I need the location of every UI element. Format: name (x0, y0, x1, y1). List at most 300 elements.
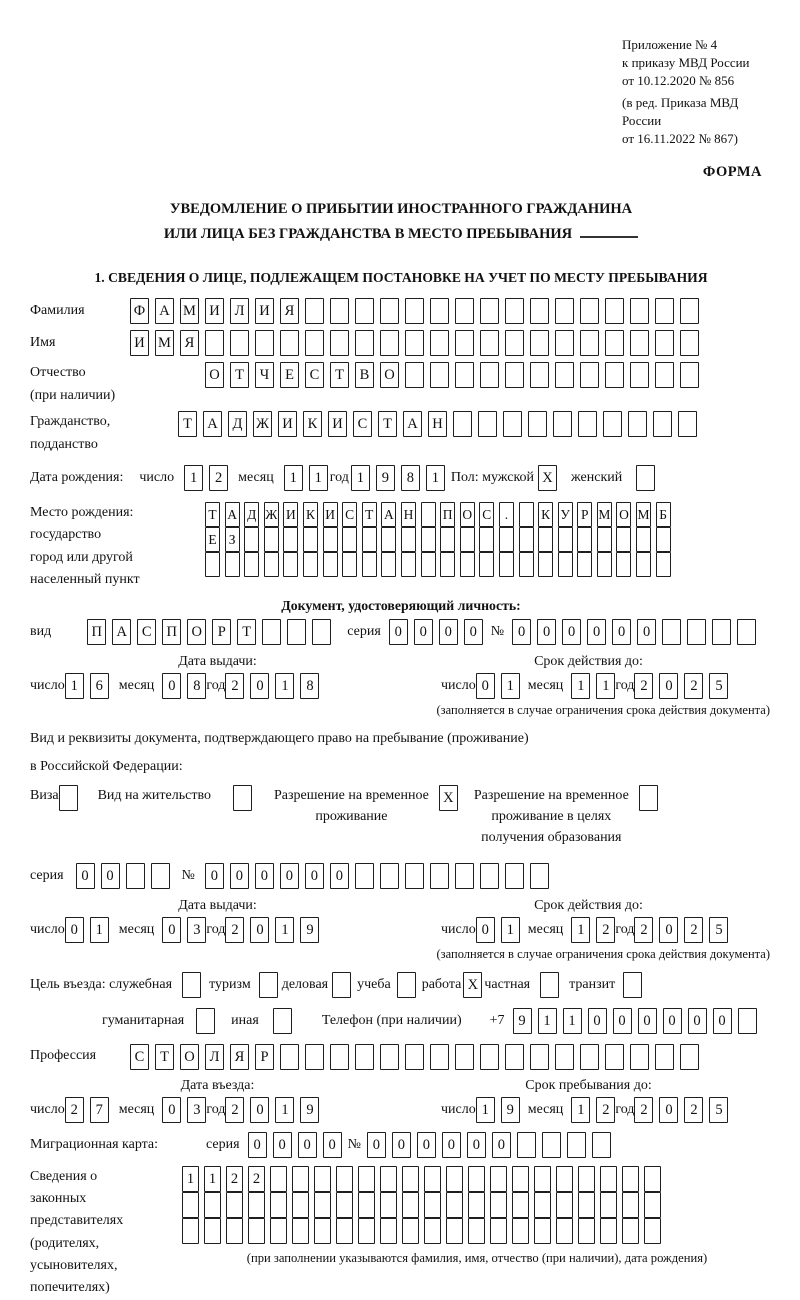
char-box[interactable]: 0 (205, 863, 224, 889)
purpose-work-checkbox[interactable]: X (463, 972, 482, 998)
char-box[interactable] (381, 552, 396, 577)
char-box[interactable] (578, 411, 597, 437)
char-box[interactable]: 0 (588, 1008, 607, 1034)
char-box[interactable]: Я (230, 1044, 249, 1070)
char-box[interactable]: 0 (467, 1132, 486, 1158)
char-box[interactable] (538, 552, 553, 577)
char-box[interactable]: 0 (162, 673, 181, 699)
char-box[interactable] (446, 1192, 463, 1218)
char-box[interactable] (530, 863, 549, 889)
char-box[interactable] (255, 330, 274, 356)
char-box[interactable] (712, 619, 731, 645)
char-box[interactable] (622, 1166, 639, 1192)
char-box[interactable] (653, 411, 672, 437)
char-box[interactable] (630, 1044, 649, 1070)
char-box[interactable]: 1 (501, 673, 520, 699)
char-box[interactable] (283, 527, 298, 552)
purpose-business-checkbox[interactable] (332, 972, 351, 998)
char-box[interactable]: Н (401, 502, 416, 527)
char-box[interactable] (519, 552, 534, 577)
char-box[interactable]: 0 (713, 1008, 732, 1034)
char-box[interactable] (405, 330, 424, 356)
purpose-study-checkbox[interactable] (397, 972, 416, 998)
char-box[interactable] (578, 1192, 595, 1218)
char-box[interactable] (244, 552, 259, 577)
char-box[interactable] (330, 330, 349, 356)
char-box[interactable] (424, 1166, 441, 1192)
char-box[interactable] (656, 527, 671, 552)
char-box[interactable]: У (558, 502, 573, 527)
char-box[interactable] (453, 411, 472, 437)
char-box[interactable] (292, 1218, 309, 1244)
purpose-transit-checkbox[interactable] (623, 972, 642, 998)
purpose-other-checkbox[interactable] (273, 1008, 292, 1034)
char-box[interactable] (567, 1132, 586, 1158)
char-box[interactable] (468, 1218, 485, 1244)
char-box[interactable] (323, 527, 338, 552)
char-box[interactable] (264, 527, 279, 552)
char-box[interactable]: А (225, 502, 240, 527)
char-box[interactable] (405, 298, 424, 324)
purpose-humanitarian-checkbox[interactable] (196, 1008, 215, 1034)
char-box[interactable] (151, 863, 170, 889)
char-box[interactable]: И (323, 502, 338, 527)
temp-residence-edu-checkbox[interactable] (639, 785, 658, 811)
char-box[interactable]: 0 (612, 619, 631, 645)
char-box[interactable]: 0 (76, 863, 95, 889)
char-box[interactable] (225, 552, 240, 577)
char-box[interactable]: 0 (414, 619, 433, 645)
char-box[interactable] (330, 298, 349, 324)
char-box[interactable]: 9 (513, 1008, 532, 1034)
char-box[interactable] (405, 1044, 424, 1070)
char-box[interactable]: И (130, 330, 149, 356)
char-box[interactable] (556, 1166, 573, 1192)
char-box[interactable]: 0 (562, 619, 581, 645)
char-box[interactable] (430, 1044, 449, 1070)
char-box[interactable] (204, 1192, 221, 1218)
char-box[interactable]: 1 (275, 1097, 294, 1123)
char-box[interactable]: А (155, 298, 174, 324)
char-box[interactable] (430, 330, 449, 356)
char-box[interactable]: 0 (250, 1097, 269, 1123)
char-box[interactable]: 0 (492, 1132, 511, 1158)
char-box[interactable] (530, 298, 549, 324)
char-box[interactable] (505, 1044, 524, 1070)
char-box[interactable]: О (380, 362, 399, 388)
char-box[interactable]: 0 (659, 917, 678, 943)
char-box[interactable] (270, 1218, 287, 1244)
char-box[interactable] (534, 1192, 551, 1218)
char-box[interactable] (555, 1044, 574, 1070)
char-box[interactable] (737, 619, 756, 645)
char-box[interactable] (380, 1044, 399, 1070)
char-box[interactable] (380, 863, 399, 889)
char-box[interactable] (262, 619, 281, 645)
char-box[interactable]: А (403, 411, 422, 437)
char-box[interactable] (636, 527, 651, 552)
char-box[interactable] (342, 527, 357, 552)
char-box[interactable]: 1 (563, 1008, 582, 1034)
char-box[interactable] (460, 552, 475, 577)
char-box[interactable]: Я (180, 330, 199, 356)
char-box[interactable]: 2 (209, 465, 228, 491)
char-box[interactable] (519, 502, 534, 527)
char-box[interactable]: Д (228, 411, 247, 437)
char-box[interactable] (480, 1044, 499, 1070)
char-box[interactable] (314, 1218, 331, 1244)
char-box[interactable] (355, 298, 374, 324)
char-box[interactable]: 1 (184, 465, 203, 491)
char-box[interactable] (402, 1166, 419, 1192)
char-box[interactable] (402, 1218, 419, 1244)
char-box[interactable]: И (328, 411, 347, 437)
char-box[interactable] (421, 552, 436, 577)
char-box[interactable] (314, 1166, 331, 1192)
char-box[interactable]: 1 (571, 917, 590, 943)
char-box[interactable] (358, 1218, 375, 1244)
female-checkbox[interactable] (636, 465, 655, 491)
char-box[interactable] (358, 1192, 375, 1218)
char-box[interactable] (182, 1218, 199, 1244)
char-box[interactable] (553, 411, 572, 437)
char-box[interactable] (600, 1166, 617, 1192)
char-box[interactable] (592, 1132, 611, 1158)
char-box[interactable]: З (225, 527, 240, 552)
char-box[interactable] (270, 1192, 287, 1218)
char-box[interactable]: 0 (587, 619, 606, 645)
char-box[interactable] (479, 527, 494, 552)
char-box[interactable] (603, 411, 622, 437)
char-box[interactable] (655, 1044, 674, 1070)
char-box[interactable] (455, 330, 474, 356)
char-box[interactable]: А (381, 502, 396, 527)
char-box[interactable]: 5 (709, 673, 728, 699)
char-box[interactable]: 2 (634, 917, 653, 943)
char-box[interactable] (126, 863, 145, 889)
char-box[interactable] (499, 552, 514, 577)
residence-permit-checkbox[interactable] (233, 785, 252, 811)
char-box[interactable] (430, 298, 449, 324)
char-box[interactable] (530, 362, 549, 388)
char-box[interactable] (600, 1192, 617, 1218)
char-box[interactable] (644, 1218, 661, 1244)
char-box[interactable]: 0 (250, 673, 269, 699)
char-box[interactable] (597, 527, 612, 552)
char-box[interactable] (678, 411, 697, 437)
char-box[interactable] (512, 1166, 529, 1192)
char-box[interactable] (680, 362, 699, 388)
char-box[interactable]: Т (237, 619, 256, 645)
char-box[interactable] (182, 1192, 199, 1218)
char-box[interactable]: К (303, 411, 322, 437)
char-box[interactable]: 0 (389, 619, 408, 645)
char-box[interactable] (622, 1192, 639, 1218)
char-box[interactable] (662, 619, 681, 645)
char-box[interactable]: 1 (204, 1166, 221, 1192)
char-box[interactable]: 2 (684, 917, 703, 943)
char-box[interactable]: О (616, 502, 631, 527)
char-box[interactable]: Ж (264, 502, 279, 527)
char-box[interactable]: С (353, 411, 372, 437)
char-box[interactable] (530, 330, 549, 356)
char-box[interactable] (644, 1166, 661, 1192)
char-box[interactable] (480, 330, 499, 356)
char-box[interactable] (380, 1192, 397, 1218)
char-box[interactable]: Т (330, 362, 349, 388)
char-box[interactable] (380, 330, 399, 356)
char-box[interactable]: 0 (367, 1132, 386, 1158)
char-box[interactable] (342, 552, 357, 577)
char-box[interactable] (655, 330, 674, 356)
char-box[interactable] (455, 362, 474, 388)
char-box[interactable] (440, 527, 455, 552)
char-box[interactable] (280, 1044, 299, 1070)
char-box[interactable] (622, 1218, 639, 1244)
char-box[interactable] (405, 362, 424, 388)
char-box[interactable] (312, 619, 331, 645)
char-box[interactable] (244, 527, 259, 552)
char-box[interactable]: 9 (501, 1097, 520, 1123)
char-box[interactable] (519, 527, 534, 552)
char-box[interactable] (330, 1044, 349, 1070)
char-box[interactable]: 0 (298, 1132, 317, 1158)
char-box[interactable]: 0 (442, 1132, 461, 1158)
char-box[interactable] (605, 298, 624, 324)
char-box[interactable]: 1 (65, 673, 84, 699)
char-box[interactable] (655, 298, 674, 324)
char-box[interactable] (577, 552, 592, 577)
char-box[interactable]: С (305, 362, 324, 388)
char-box[interactable]: Б (656, 502, 671, 527)
char-box[interactable] (358, 1166, 375, 1192)
char-box[interactable] (355, 863, 374, 889)
char-box[interactable] (455, 863, 474, 889)
char-box[interactable]: И (255, 298, 274, 324)
char-box[interactable]: А (203, 411, 222, 437)
char-box[interactable] (480, 298, 499, 324)
char-box[interactable] (542, 1132, 561, 1158)
char-box[interactable] (577, 527, 592, 552)
char-box[interactable] (460, 527, 475, 552)
char-box[interactable] (655, 362, 674, 388)
char-box[interactable]: О (205, 362, 224, 388)
char-box[interactable] (490, 1218, 507, 1244)
char-box[interactable] (630, 362, 649, 388)
char-box[interactable]: 6 (90, 673, 109, 699)
char-box[interactable] (455, 1044, 474, 1070)
char-box[interactable]: О (460, 502, 475, 527)
char-box[interactable] (512, 1218, 529, 1244)
char-box[interactable] (305, 1044, 324, 1070)
char-box[interactable]: П (162, 619, 181, 645)
char-box[interactable]: 1 (501, 917, 520, 943)
char-box[interactable]: 1 (538, 1008, 557, 1034)
male-checkbox[interactable]: X (538, 465, 557, 491)
char-box[interactable]: 1 (182, 1166, 199, 1192)
char-box[interactable]: 5 (709, 917, 728, 943)
char-box[interactable] (556, 1192, 573, 1218)
char-box[interactable] (630, 298, 649, 324)
char-box[interactable] (283, 552, 298, 577)
char-box[interactable] (556, 1218, 573, 1244)
char-box[interactable] (490, 1192, 507, 1218)
char-box[interactable] (421, 527, 436, 552)
char-box[interactable] (305, 330, 324, 356)
char-box[interactable]: 0 (476, 917, 495, 943)
char-box[interactable]: 0 (330, 863, 349, 889)
char-box[interactable] (421, 502, 436, 527)
char-box[interactable]: 0 (638, 1008, 657, 1034)
char-box[interactable] (680, 1044, 699, 1070)
char-box[interactable] (597, 552, 612, 577)
char-box[interactable] (605, 1044, 624, 1070)
char-box[interactable]: 0 (613, 1008, 632, 1034)
char-box[interactable] (455, 298, 474, 324)
char-box[interactable] (656, 552, 671, 577)
purpose-tourism-checkbox[interactable] (259, 972, 278, 998)
char-box[interactable]: 1 (476, 1097, 495, 1123)
char-box[interactable]: Я (280, 298, 299, 324)
char-box[interactable]: М (180, 298, 199, 324)
char-box[interactable] (505, 298, 524, 324)
char-box[interactable] (424, 1192, 441, 1218)
char-box[interactable] (480, 362, 499, 388)
char-box[interactable]: Р (255, 1044, 274, 1070)
purpose-official-checkbox[interactable] (182, 972, 201, 998)
char-box[interactable]: 1 (596, 673, 615, 699)
char-box[interactable]: Е (280, 362, 299, 388)
char-box[interactable]: 0 (162, 1097, 181, 1123)
char-box[interactable] (528, 411, 547, 437)
char-box[interactable] (303, 552, 318, 577)
char-box[interactable]: 1 (571, 1097, 590, 1123)
char-box[interactable]: 0 (162, 917, 181, 943)
char-box[interactable] (355, 1044, 374, 1070)
char-box[interactable]: 1 (309, 465, 328, 491)
char-box[interactable] (362, 527, 377, 552)
char-box[interactable]: Ч (255, 362, 274, 388)
char-box[interactable]: Н (428, 411, 447, 437)
char-box[interactable] (534, 1166, 551, 1192)
char-box[interactable] (505, 863, 524, 889)
char-box[interactable]: 0 (101, 863, 120, 889)
char-box[interactable]: К (538, 502, 553, 527)
char-box[interactable] (248, 1192, 265, 1218)
char-box[interactable]: 2 (684, 1097, 703, 1123)
char-box[interactable] (555, 362, 574, 388)
char-box[interactable] (605, 330, 624, 356)
char-box[interactable] (505, 330, 524, 356)
char-box[interactable] (381, 527, 396, 552)
char-box[interactable] (303, 527, 318, 552)
char-box[interactable]: 0 (663, 1008, 682, 1034)
char-box[interactable]: Ф (130, 298, 149, 324)
char-box[interactable]: 2 (248, 1166, 265, 1192)
char-box[interactable]: 2 (225, 673, 244, 699)
char-box[interactable] (580, 330, 599, 356)
char-box[interactable]: Т (362, 502, 377, 527)
char-box[interactable] (401, 552, 416, 577)
char-box[interactable]: Т (178, 411, 197, 437)
char-box[interactable]: Л (205, 1044, 224, 1070)
char-box[interactable]: Л (230, 298, 249, 324)
char-box[interactable] (355, 330, 374, 356)
char-box[interactable] (380, 298, 399, 324)
char-box[interactable] (580, 1044, 599, 1070)
char-box[interactable] (600, 1218, 617, 1244)
char-box[interactable] (205, 552, 220, 577)
char-box[interactable] (205, 330, 224, 356)
char-box[interactable]: П (87, 619, 106, 645)
char-box[interactable]: Д (244, 502, 259, 527)
char-box[interactable] (555, 330, 574, 356)
char-box[interactable]: 2 (226, 1166, 243, 1192)
char-box[interactable] (336, 1166, 353, 1192)
char-box[interactable]: 5 (709, 1097, 728, 1123)
char-box[interactable] (490, 1166, 507, 1192)
char-box[interactable] (305, 298, 324, 324)
char-box[interactable]: 0 (280, 863, 299, 889)
char-box[interactable] (555, 298, 574, 324)
char-box[interactable] (280, 330, 299, 356)
char-box[interactable]: 0 (305, 863, 324, 889)
char-box[interactable] (605, 362, 624, 388)
char-box[interactable]: П (440, 502, 455, 527)
char-box[interactable]: 1 (90, 917, 109, 943)
char-box[interactable]: 2 (634, 1097, 653, 1123)
char-box[interactable] (264, 552, 279, 577)
char-box[interactable] (616, 527, 631, 552)
char-box[interactable] (680, 298, 699, 324)
char-box[interactable]: 0 (512, 619, 531, 645)
char-box[interactable] (505, 362, 524, 388)
char-box[interactable] (204, 1218, 221, 1244)
char-box[interactable] (468, 1192, 485, 1218)
char-box[interactable] (628, 411, 647, 437)
char-box[interactable]: 0 (255, 863, 274, 889)
visa-checkbox[interactable] (59, 785, 78, 811)
char-box[interactable]: 3 (187, 917, 206, 943)
char-box[interactable]: 0 (476, 673, 495, 699)
char-box[interactable] (478, 411, 497, 437)
purpose-private-checkbox[interactable] (540, 972, 559, 998)
char-box[interactable]: Р (577, 502, 592, 527)
char-box[interactable] (405, 863, 424, 889)
char-box[interactable]: 7 (90, 1097, 109, 1123)
char-box[interactable] (430, 362, 449, 388)
char-box[interactable] (292, 1166, 309, 1192)
char-box[interactable]: 0 (250, 917, 269, 943)
char-box[interactable] (644, 1192, 661, 1218)
char-box[interactable]: 2 (225, 917, 244, 943)
char-box[interactable]: . (499, 502, 514, 527)
char-box[interactable]: 2 (684, 673, 703, 699)
char-box[interactable]: 9 (376, 465, 395, 491)
char-box[interactable]: С (137, 619, 156, 645)
char-box[interactable] (362, 552, 377, 577)
char-box[interactable]: 0 (323, 1132, 342, 1158)
char-box[interactable]: Е (205, 527, 220, 552)
char-box[interactable]: 1 (275, 673, 294, 699)
char-box[interactable] (680, 330, 699, 356)
char-box[interactable]: 8 (401, 465, 420, 491)
char-box[interactable]: 2 (65, 1097, 84, 1123)
char-box[interactable]: И (278, 411, 297, 437)
char-box[interactable] (336, 1192, 353, 1218)
char-box[interactable]: М (636, 502, 651, 527)
char-box[interactable]: 1 (284, 465, 303, 491)
